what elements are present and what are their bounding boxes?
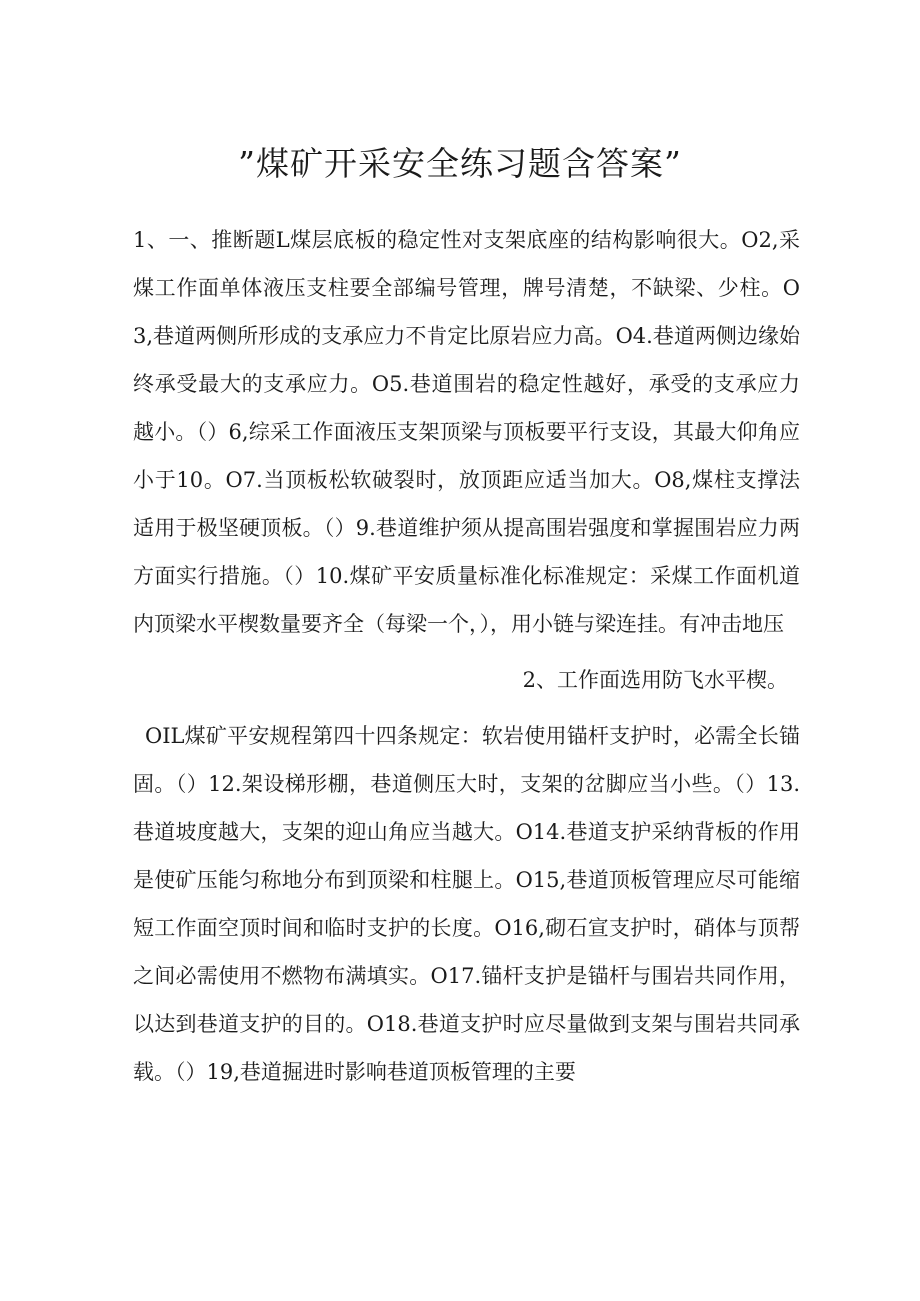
document-title: ”煤矿开采安全练习题含答案” (238, 144, 682, 183)
paragraph-1: 1、一、推断题L煤层底板的稳定性对支架底座的结构影响很大。O2,采煤工作面单体液压支柱要全部编号管理，牌号清楚，不缺梁、少柱。O3,巷道两侧所形成的支承应力不肯定比原岩应力高。O4.巷道两侧边缘始终承受最大的支承应力。O5.巷道围岩的稳定性越好，承受的支承应力越小。（）6,综采工作面液压支架顶梁与顶板要平行支设，其最大仰角应小于10。O7.当顶板松软破裂时，放顶距应适当加大。O8,煤柱支撑法适用于极坚硬顶板。（）9.巷道维护须从提高围岩强度和掌握围岩应力两方面实行措施。（）10.煤矿平安质量标准化标准规定：采煤工作面机道内顶梁水平楔数量要齐全（每梁一个，），用小链与梁连挂。有冲击地压 (133, 228, 800, 636)
paragraph-3: OIL煤矿平安规程第四十四条规定：软岩使用锚杆支护时，必需全长锚固。（）12.架设梯形棚，巷道侧压大时，支架的岔脚应当小些。（）13.巷道坡度越大，支架的迎山角应当越大。O14.巷道支护采纳背板的作用是使矿压能匀称地分布到顶梁和柱腿上。O15,巷道顶板管理应尽可能缩短工作面空顶时间和临时支护的长度。O16,砌石宣支护时，硝体与顶帮之间必需使用不燃物布满填实。O17.锚杆支护是锚杆与围岩共同作用，以达到巷道支护的目的。O18.巷道支护时应尽量做到支架与围岩共同承载。（）19,巷道掘进时影响巷道顶板管理的主要 (133, 724, 800, 1084)
paragraph-2: 2、工作面选用防飞水平楔。 (522, 668, 788, 692)
document-body (133, 216, 800, 1096)
